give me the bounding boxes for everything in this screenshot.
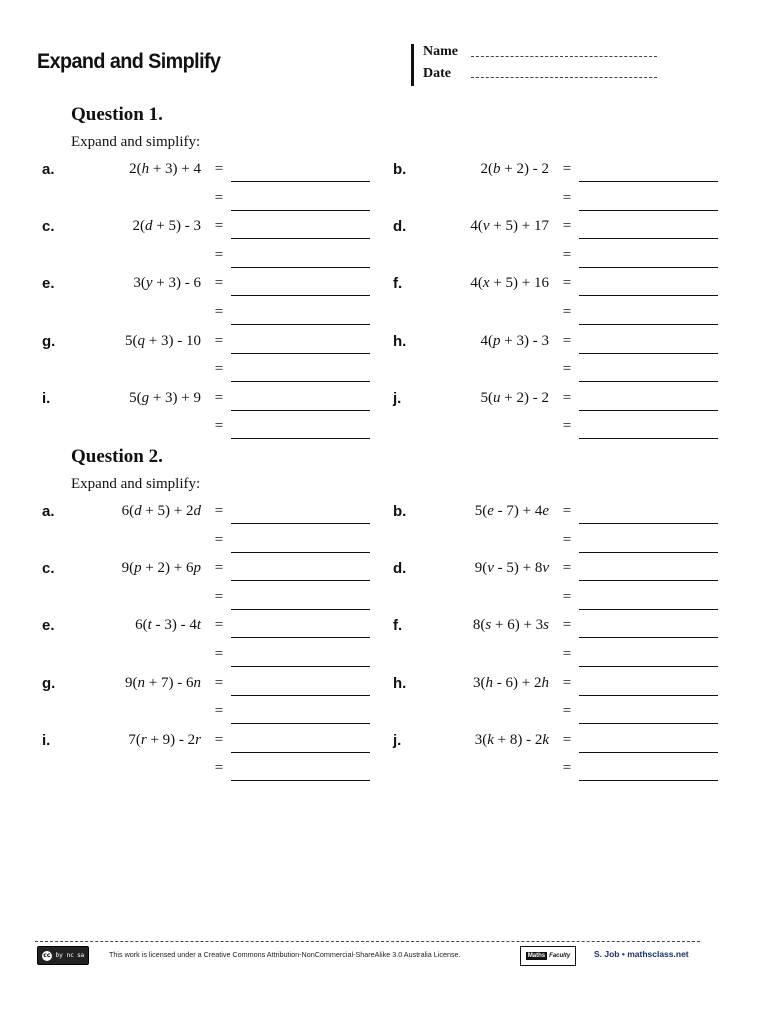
answer-line[interactable] (579, 734, 718, 753)
item-letter: f. (393, 617, 403, 635)
item-letter: h. (393, 332, 407, 350)
item-expression: 2(d + 5) - 3 (132, 218, 201, 235)
item-letter: g. (42, 674, 56, 692)
answer-line[interactable] (579, 591, 718, 610)
logo-maths-text: Maths (527, 953, 546, 959)
equals-sign: = (562, 617, 572, 634)
equals-sign: = (214, 218, 224, 235)
license-text: This work is licensed under a Creative Commons Attribution-NonCommercial-ShareAlike 3.0 Australia License. (109, 950, 461, 959)
maths-faculty-logo (520, 946, 576, 966)
cc-icon: cc (43, 951, 51, 959)
equals-sign: = (562, 703, 572, 720)
answer-line[interactable] (579, 363, 718, 382)
answer-line[interactable] (231, 734, 370, 753)
question-heading: Question 1. (71, 104, 163, 125)
equals-sign: = (562, 303, 572, 320)
equals-sign: = (214, 617, 224, 634)
item-expression: 3(y + 3) - 6 (133, 275, 201, 292)
item-expression: 4(v + 5) + 17 (470, 218, 549, 235)
item-letter: j. (393, 389, 402, 407)
creative-commons-badge (37, 946, 89, 965)
item-expression: 9(n + 7) - 6n (125, 674, 201, 691)
item-letter: e. (42, 617, 55, 635)
question-instruction: Expand and simplify: (71, 476, 201, 492)
answer-line[interactable] (231, 335, 370, 354)
equals-sign: = (214, 531, 224, 548)
answer-line[interactable] (231, 591, 370, 610)
item-letter: c. (42, 218, 55, 236)
item-letter: b. (393, 503, 407, 520)
equals-sign: = (562, 161, 572, 177)
answer-line[interactable] (231, 277, 370, 296)
item-expression: 3(h - 6) + 2h (473, 674, 549, 691)
answer-line[interactable] (231, 392, 370, 411)
answer-line[interactable] (579, 335, 718, 354)
equals-sign: = (562, 246, 572, 263)
equals-sign: = (214, 503, 224, 519)
item-expression: 5(g + 3) + 9 (129, 389, 201, 406)
date-label: Date (423, 66, 451, 81)
answer-line[interactable] (231, 705, 370, 724)
answer-line[interactable] (579, 562, 718, 581)
date-field[interactable] (471, 77, 657, 78)
item-letter: d. (393, 218, 407, 236)
item-expression: 9(p + 2) + 6p (121, 560, 201, 577)
answer-line[interactable] (231, 762, 370, 781)
equals-sign: = (562, 674, 572, 691)
item-letter: d. (393, 560, 407, 578)
equals-sign: = (562, 560, 572, 577)
answer-line[interactable] (231, 363, 370, 382)
item-expression: 5(q + 3) - 10 (125, 332, 201, 349)
name-field[interactable] (471, 56, 657, 57)
equals-sign: = (214, 161, 224, 177)
item-letter: g. (42, 332, 56, 350)
item-expression: 5(u + 2) - 2 (480, 389, 549, 406)
equals-sign: = (214, 246, 224, 263)
answer-line[interactable] (231, 220, 370, 239)
item-expression: 6(t - 3) - 4t (135, 617, 201, 634)
answer-line[interactable] (231, 420, 370, 439)
item-letter: i. (42, 389, 51, 407)
equals-sign: = (562, 275, 572, 292)
answer-line[interactable] (579, 220, 718, 239)
answer-line[interactable] (579, 192, 718, 211)
answer-line[interactable] (579, 392, 718, 411)
equals-sign: = (214, 760, 224, 777)
item-letter: c. (42, 560, 55, 578)
cc-nc-label: nc (66, 952, 74, 959)
answer-line[interactable] (579, 420, 718, 439)
item-letter: a. (42, 503, 55, 520)
item-expression: 3(k + 8) - 2k (474, 731, 549, 748)
answer-line[interactable] (231, 306, 370, 325)
item-letter: e. (42, 275, 55, 293)
equals-sign: = (214, 389, 224, 406)
answer-line[interactable] (231, 249, 370, 268)
equals-sign: = (562, 645, 572, 662)
answer-line[interactable] (579, 277, 718, 296)
item-expression: 7(r + 9) - 2r (128, 731, 201, 748)
item-expression: 9(v - 5) + 8v (474, 560, 549, 577)
question-instruction: Expand and simplify: (71, 134, 201, 150)
answer-line[interactable] (579, 505, 718, 524)
answer-line[interactable] (231, 677, 370, 696)
equals-sign: = (562, 760, 572, 777)
equals-sign: = (214, 560, 224, 577)
name-label: Name (423, 44, 458, 59)
equals-sign: = (562, 218, 572, 235)
item-letter: h. (393, 674, 407, 692)
equals-sign: = (214, 189, 224, 206)
equals-sign: = (214, 674, 224, 691)
name-date-block (411, 44, 659, 86)
answer-line[interactable] (231, 534, 370, 553)
answer-line[interactable] (231, 648, 370, 667)
answer-line[interactable] (231, 562, 370, 581)
item-letter: j. (393, 731, 402, 749)
equals-sign: = (562, 361, 572, 378)
answer-line[interactable] (579, 534, 718, 553)
answer-line[interactable] (579, 163, 718, 182)
answer-line[interactable] (231, 163, 370, 182)
question-heading: Question 2. (71, 446, 163, 467)
equals-sign: = (562, 503, 572, 519)
equals-sign: = (562, 731, 572, 748)
answer-line[interactable] (579, 619, 718, 638)
answer-line[interactable] (231, 619, 370, 638)
equals-sign: = (214, 703, 224, 720)
equals-sign: = (562, 418, 572, 435)
cc-sa-label: sa (77, 952, 85, 959)
equals-sign: = (214, 275, 224, 292)
item-letter: b. (393, 161, 407, 178)
item-letter: f. (393, 275, 403, 293)
item-letter: a. (42, 161, 55, 178)
item-expression: 8(s + 6) + 3s (472, 617, 549, 634)
equals-sign: = (562, 332, 572, 349)
answer-line[interactable] (579, 762, 718, 781)
answer-line[interactable] (579, 306, 718, 325)
answer-line[interactable] (231, 192, 370, 211)
item-expression: 6(d + 5) + 2d (121, 503, 201, 519)
author-credit: S. Job • mathsclass.net (594, 949, 689, 959)
item-expression: 4(x + 5) + 16 (470, 275, 549, 292)
answer-line[interactable] (579, 249, 718, 268)
answer-line[interactable] (579, 648, 718, 667)
item-expression: 5(e - 7) + 4e (474, 503, 549, 519)
equals-sign: = (562, 189, 572, 206)
item-letter: i. (42, 731, 51, 749)
item-expression: 2(h + 3) + 4 (129, 161, 201, 177)
equals-sign: = (214, 418, 224, 435)
logo-faculty-text: Faculty (549, 953, 571, 959)
equals-sign: = (214, 303, 224, 320)
equals-sign: = (214, 645, 224, 662)
answer-line[interactable] (579, 705, 718, 724)
item-expression: 2(b + 2) - 2 (480, 161, 549, 177)
answer-line[interactable] (231, 505, 370, 524)
worksheet-title: Expand and Simplify (37, 50, 221, 73)
equals-sign: = (214, 731, 224, 748)
equals-sign: = (562, 389, 572, 406)
equals-sign: = (562, 531, 572, 548)
equals-sign: = (214, 588, 224, 605)
cc-by-label: by (55, 952, 63, 959)
equals-sign: = (214, 361, 224, 378)
answer-line[interactable] (579, 677, 718, 696)
equals-sign: = (562, 588, 572, 605)
footer-divider (35, 941, 700, 942)
item-expression: 4(p + 3) - 3 (480, 332, 549, 349)
equals-sign: = (214, 332, 224, 349)
